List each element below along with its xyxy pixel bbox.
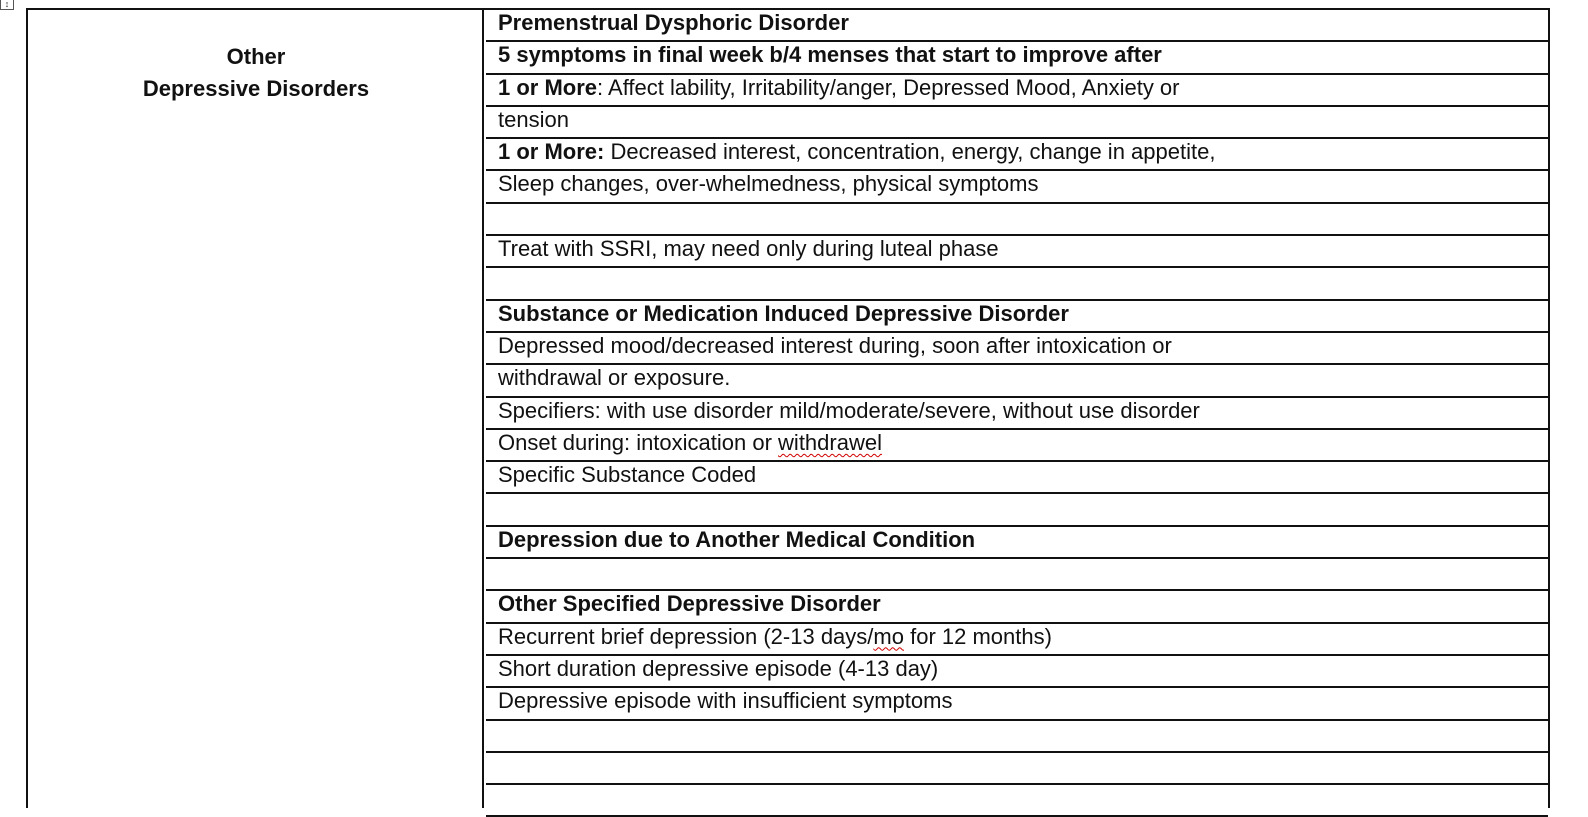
table-row [486,656,1548,688]
row-text-after: for 12 months) [903,623,1052,649]
table-row [486,204,1548,236]
row-text: Depression due to Another Medical Condition [498,526,976,552]
table-row [486,301,1548,333]
table-row [486,75,1548,107]
table-row [486,236,1548,268]
table-row [486,753,1548,785]
row-text: 5 symptoms in final week b/4 menses that start to improve after [498,42,1162,68]
row-text: Other Specified Depressive Disorder [498,591,881,617]
row-text: Premenstrual Dysphoric Disorder [498,10,849,35]
misspelled-word[interactable]: mo [873,623,904,649]
row-text: Onset during: intoxication or [498,429,779,455]
row-text: Treat with SSRI, may need only during luteal phase [498,236,999,262]
table-row [486,688,1548,720]
row-text: Short duration depressive episode (4-13 day) [498,655,939,681]
table-row [486,721,1548,753]
category-label-line1: Other [226,44,286,69]
row-text: Specific Substance Coded [498,462,757,488]
row-text: Decreased interest, concentration, energy, change in appetite, [604,139,1216,165]
table-move-handle[interactable]: ↕ [0,0,14,10]
table-row [486,462,1548,494]
row-text: Depressed mood/decreased interest during, soon after intoxication or [498,332,1172,358]
table-row [486,333,1548,365]
category-column [28,10,484,808]
table-row [486,171,1548,203]
table-row [486,624,1548,656]
table-row [486,398,1548,430]
table-row [486,494,1548,526]
table-row [486,10,1548,42]
table-row [486,365,1548,397]
table-row [486,42,1548,74]
row-text: Sleep changes, over-whelmedness, physical symptoms [498,171,1039,197]
row-bold-prefix: 1 or More: [498,139,605,165]
criteria-column [486,10,1548,817]
misspelled-word[interactable]: withdrawel [778,429,882,455]
row-text: Recurrent brief depression (2-13 days/ [498,623,874,649]
table-row [486,591,1548,623]
row-bold-prefix: 1 or More [498,74,598,100]
row-text: : Affect lability, Irritability/anger, Depressed Mood, Anxiety or [597,74,1180,100]
category-label-line2: Depressive Disorders [142,76,370,101]
table-row [486,527,1548,559]
row-text: Specifiers: with use disorder mild/moderate/severe, without use disorder [498,397,1200,423]
table-row [486,430,1548,462]
table-row [486,559,1548,591]
row-text: withdrawal or exposure. [498,365,731,391]
row-text: tension [498,106,569,132]
table-row [486,785,1548,817]
disorder-table [26,8,1550,808]
table-row [486,107,1548,139]
table-row [486,268,1548,300]
row-text: Substance or Medication Induced Depressive Disorder [498,300,1069,326]
table-row [486,139,1548,171]
row-text: Depressive episode with insufficient symptoms [498,688,953,714]
